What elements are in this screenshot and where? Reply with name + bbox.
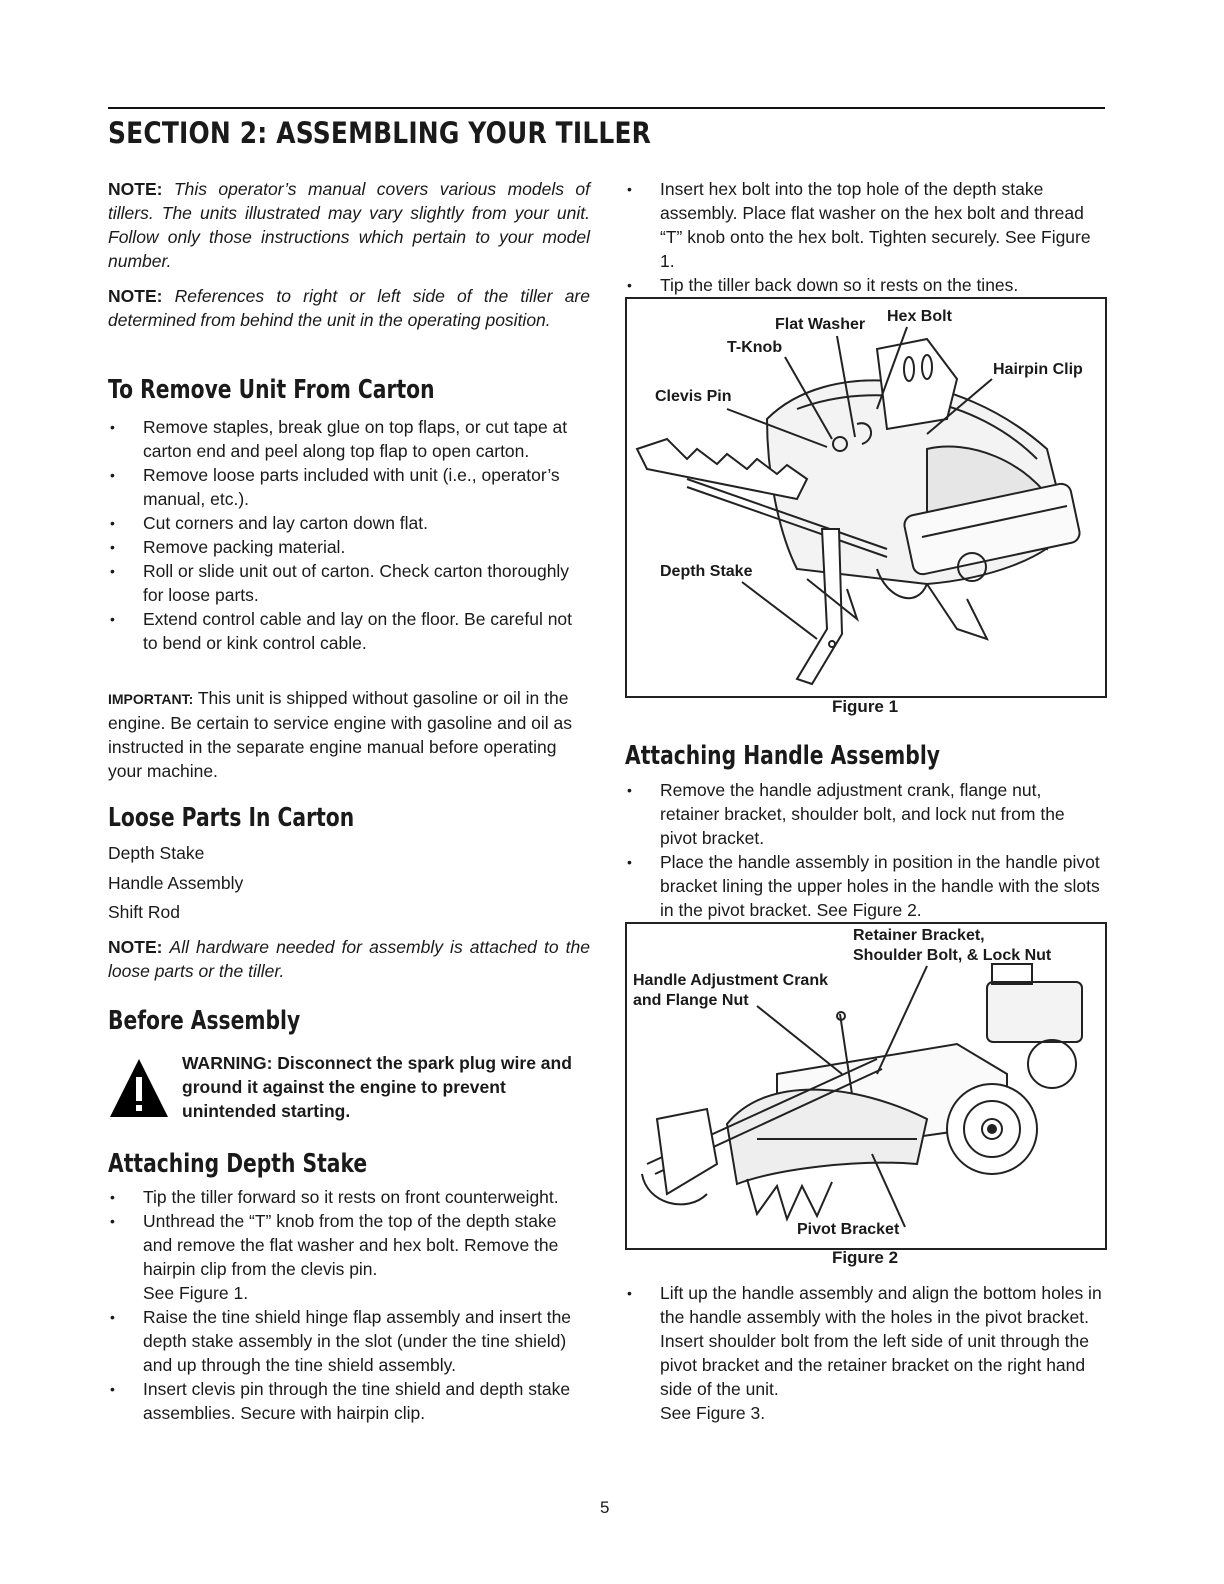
list-item: Shift Rod xyxy=(108,902,180,922)
section-title: SECTION 2: ASSEMBLING YOUR TILLER xyxy=(108,116,652,150)
list-item: • Tip the tiller back down so it rests on the tines. xyxy=(625,273,1105,297)
list-item-continuation: See Figure 1. xyxy=(143,1283,249,1303)
note-sides: NOTE: References to right or left side of the tiller are determined from behind the unit in the operating position. xyxy=(108,286,590,330)
figure-1 xyxy=(625,297,1107,698)
list-item: Depth Stake xyxy=(108,843,205,863)
warning-triangle-icon xyxy=(108,1057,170,1119)
list-item: • Cut corners and lay carton down flat. xyxy=(108,511,590,535)
list-item: Handle Assembly xyxy=(108,872,244,893)
depth-stake-list xyxy=(108,1185,590,1425)
handle-list xyxy=(625,778,1105,922)
remove-list xyxy=(108,415,590,655)
list-item: • Unthread the “T” knob from the top of the depth stake and remove the flat washer and hex bolt. Remove the hairpin clip from the clevis pin. xyxy=(108,1209,590,1281)
list-item-continuation: See Figure 3. xyxy=(660,1403,766,1423)
list-item: • Tip the tiller forward so it rests on front counterweight. xyxy=(108,1185,590,1209)
label-pivot-bracket: Pivot Bracket xyxy=(797,1221,900,1238)
remove-heading: To Remove Unit From Carton xyxy=(108,375,435,405)
list-item: • Remove staples, break glue on top flaps, or cut tape at carton end and peel along top flap to open carton. xyxy=(108,415,590,463)
loose-parts-heading: Loose Parts In Carton xyxy=(108,803,355,833)
label-hex-bolt: Hex Bolt xyxy=(887,308,952,325)
warning-block xyxy=(108,1051,590,1123)
label-t-knob: T-Knob xyxy=(727,339,783,356)
label-retainer-bracket: Retainer Bracket, xyxy=(853,927,985,944)
list-item: • Remove loose parts included with unit (i.e., operator’s manual, etc.). xyxy=(108,463,590,511)
label-flange-nut: and Flange Nut xyxy=(633,992,749,1009)
important-note: IMPORTANT: This unit is shipped without gasoline or oil in the engine. Be certain to service engine with gasoline and oil as instructed in the separate engine manual before operating your machine. xyxy=(108,688,573,781)
top-list xyxy=(625,177,1105,297)
label-handle-adjustment-crank: Handle Adjustment Crank xyxy=(633,972,828,989)
figure-1-caption: Figure 1 xyxy=(831,697,899,716)
label-hairpin-clip: Hairpin Clip xyxy=(993,361,1083,378)
warning-text: WARNING: Disconnect the spark plug wire and ground it against the engine to prevent unintended starting. xyxy=(182,1053,572,1121)
bottom-list xyxy=(625,1281,1105,1425)
list-item: • Extend control cable and lay on the floor. Be careful not to bend or kink control cable. xyxy=(108,607,590,655)
list-item: • Insert clevis pin through the tine shield and depth stake assemblies. Secure with hairpin clip. xyxy=(108,1377,590,1425)
list-item: • Remove packing material. xyxy=(108,535,590,559)
page-number: 5 xyxy=(600,1498,610,1517)
label-clevis-pin: Clevis Pin xyxy=(655,388,732,405)
list-item: • Lift up the handle assembly and align the bottom holes in the handle assembly with the holes in the pivot bracket. Insert shoulder bolt from the left side of unit through the pivot bracket and the retainer bracket on the right hand side of the unit. xyxy=(625,1281,1105,1401)
depth-stake-heading: Attaching Depth Stake xyxy=(108,1149,368,1179)
label-depth-stake: Depth Stake xyxy=(660,563,753,580)
list-item: • Roll or slide unit out of carton. Check carton thoroughly for loose parts. xyxy=(108,559,590,607)
list-item: • Raise the tine shield hinge flap assembly and insert the depth stake assembly in the slot (under the tine shield) and up through the tine shield assembly. xyxy=(108,1305,590,1377)
top-rule xyxy=(108,107,1105,109)
figure-2-caption: Figure 2 xyxy=(831,1248,899,1267)
tiller-depth-stake-illustration xyxy=(627,299,1105,696)
loose-parts-list xyxy=(108,839,590,928)
figure-2 xyxy=(625,922,1107,1250)
note-models: NOTE: This operator’s manual covers various models of tillers. The units illustrated may vary slightly from your unit. Follow only those instructions which pertain to your model number. xyxy=(108,179,590,271)
list-item: • Place the handle assembly in position in the handle pivot bracket lining the upper holes in the handle with the slots in the pivot bracket. See Figure 2. xyxy=(625,850,1105,922)
label-flat-washer: Flat Washer xyxy=(775,316,866,333)
label-shoulder-bolt-lock-nut: Shoulder Bolt, & Lock Nut xyxy=(853,947,1052,964)
handle-assembly-heading: Attaching Handle Assembly xyxy=(625,741,940,771)
list-item: • Insert hex bolt into the top hole of the depth stake assembly. Place flat washer on the hex bolt and thread “T” knob onto the hex bolt. Tighten securely. See Figure 1. xyxy=(625,177,1105,273)
list-item: • Remove the handle adjustment crank, flange nut, retainer bracket, shoulder bolt, and lock nut from the pivot bracket. xyxy=(625,778,1105,850)
before-assembly-heading: Before Assembly xyxy=(108,1006,301,1036)
note-hardware: NOTE: All hardware needed for assembly is attached to the loose parts or the tiller. xyxy=(108,937,590,981)
